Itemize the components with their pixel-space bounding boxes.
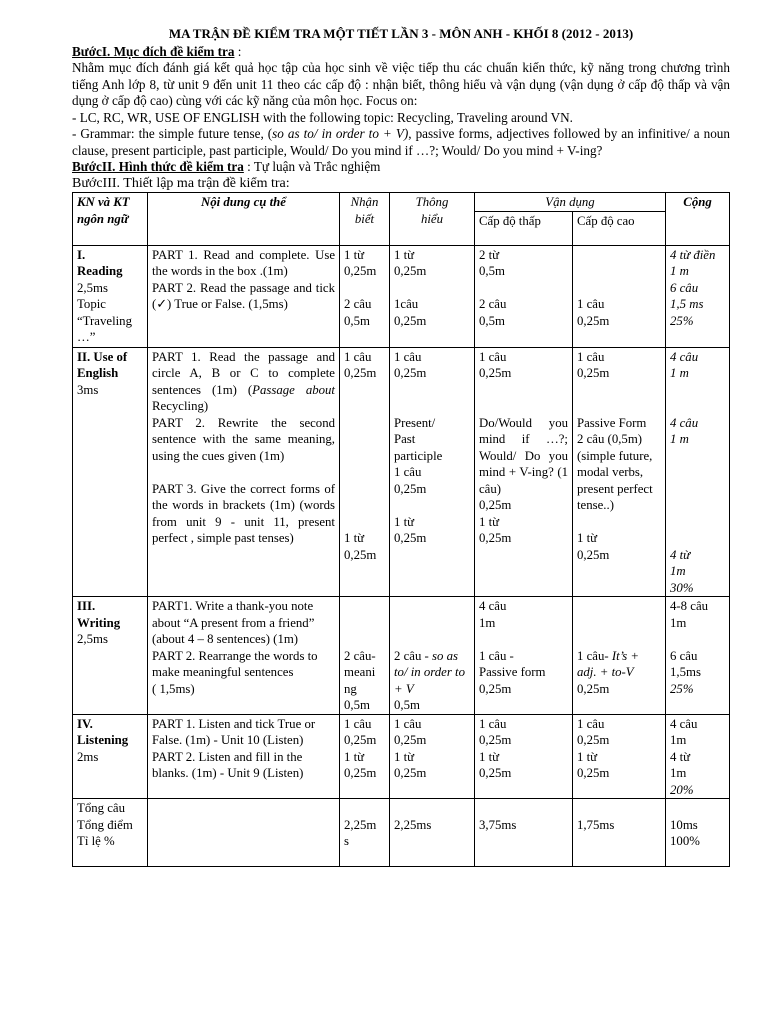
table-row-writing — [73, 597, 730, 715]
uoe-comprehension: 1 câu 0,25m Present/ Past participle 1 câu 0,25m 1 từ 0,25m — [390, 347, 475, 597]
writing-total — [666, 597, 730, 715]
summary-label: Tổng câu Tổng điểm Tỉ lệ % — [73, 799, 148, 867]
reading-comprehension: 1 từ 0,25m 1câu 0,25m — [390, 245, 475, 347]
writing-content: PART1. Write a thank-you note about “A present from a friend” (about 4 – 8 sentences) (1m) PART 2. Rearrange the words to make meaningful sentences ( 1,5ms) — [148, 597, 340, 715]
writing-comp-a: 2 câu - — [394, 648, 429, 663]
writing-recognition: 2 câu- meani ng 0,5m — [340, 597, 390, 715]
step1-section — [72, 44, 730, 160]
writing-high-a: 1 câu- — [577, 648, 609, 663]
table-row-summary — [73, 799, 730, 867]
document-title: MA TRẬN ĐỀ KIỂM TRA MỘT TIẾT LẦN 3 - MÔN ANH - KHỐI 8 (2012 - 2013) — [168, 26, 634, 41]
listening-comprehension: 1 câu 0,25m 1 từ 0,25m — [390, 714, 475, 799]
step1-heading: BướcI. Mục đích đề kiểm tra — [72, 43, 235, 59]
summary-high-level: 1,75ms — [573, 799, 666, 867]
uoe-part3: PART 3. Give the correct forms of the words in brackets (1m) (words from unit 9 - unit 11, present perfect , simple past tenses) — [152, 481, 335, 545]
writing-low-level: 4 câu 1m 1 câu - Passive form 0,25m — [475, 597, 573, 715]
header-total: Cộng — [666, 193, 730, 246]
step2-heading: BướcII. Hình thức đề kiểm tra — [72, 159, 244, 174]
listening-total-b: 20% — [670, 782, 694, 797]
step1-separator: : — [234, 43, 242, 59]
uoe-part1-c: Recycling) — [152, 399, 209, 413]
writing-comp-b: so as to/ in order to + V — [394, 648, 465, 696]
uoe-low-level — [475, 347, 573, 597]
uoe-part1-a: PART 1. Read the passage and circle A, B or C to complete sentences (1m) ( — [152, 349, 335, 397]
step3-heading: BướcIII. Thiết lập ma trận đề kiểm tra: — [72, 175, 290, 191]
summary-comprehension: 2,25ms — [390, 799, 475, 867]
table-row-listening — [73, 714, 730, 799]
header-skill: KN và KT ngôn ngữ — [73, 193, 148, 246]
uoe-skill-cell — [73, 347, 148, 597]
listening-low-level: 1 câu 0,25m 1 từ 0,25m — [475, 714, 573, 799]
step2-section — [72, 159, 730, 176]
writing-total-b: 25% — [670, 681, 694, 696]
uoe-part2: PART 2. Rewrite the second sentence with the same meaning, using the cues given (1m) — [152, 415, 335, 463]
listening-content: PART 1. Listen and tick True or False. (1m) - Unit 10 (Listen) PART 2. Listen and fill in the blanks. (1m) - Unit 9 (Listen) — [148, 714, 340, 799]
summary-total: 10ms 100% — [666, 799, 730, 867]
table-header-row — [73, 193, 730, 212]
writing-high-c: 0,25m — [577, 681, 610, 696]
listening-total — [666, 714, 730, 799]
summary-recognition: 2,25m s — [340, 799, 390, 867]
table-row-reading — [73, 245, 730, 347]
writing-skill-cell — [73, 597, 148, 715]
writing-comprehension — [390, 597, 475, 715]
listening-total-a: 4 câu 1m 4 từ 1m — [670, 716, 698, 780]
uoe-low-c: 0,25m 1 từ 0,25m — [479, 498, 512, 545]
reading-skill-cell — [73, 245, 148, 347]
writing-high-b: It’s + adj. + to-V — [577, 648, 640, 679]
focus-item-1: - LC, RC, WR, USE OF ENGLISH with the following topic: Recycling, Traveling around VN. — [72, 109, 573, 125]
uoe-recognition: 1 câu 0,25m 1 từ 0,25m — [340, 347, 390, 597]
reading-high-level: 1 câu 0,25m — [573, 245, 666, 347]
header-application: Vận dụng — [475, 193, 666, 212]
summary-low-level: 3,75ms — [475, 799, 573, 867]
header-high-level: Cấp độ cao — [573, 211, 666, 245]
uoe-content — [148, 347, 340, 597]
uoe-part1-b: Passage about — [252, 382, 335, 397]
listening-skill-cell — [73, 714, 148, 799]
listening-high-level: 1 câu 0,25m 1 từ 0,25m — [573, 714, 666, 799]
reading-content: PART 1. Read and complete. Use the words in the box .(1m) PART 2. Read the passage and tick (✓) True or False. (1,5ms) — [148, 245, 340, 347]
reading-skill-sub: 2,5ms Topic “Traveling …” — [77, 280, 132, 344]
reading-total: 4 từ điền 1 m 6 câu 1,5 ms 25% — [666, 245, 730, 347]
listening-recognition: 1 câu 0,25m 1 từ 0,25m — [340, 714, 390, 799]
reading-skill: I. Reading — [77, 247, 123, 278]
header-recognition: Nhận biết — [340, 193, 390, 246]
uoe-low-a: 1 câu 0,25m — [479, 349, 512, 380]
uoe-high-level: 1 câu 0,25m Passive Form 2 câu (0,5m) (simple future, modal verbs, present perfect tense..) 1 từ 0,25m — [573, 347, 666, 597]
listening-skill: IV. Listening — [77, 716, 129, 747]
uoe-skill: II. Use of English — [77, 349, 128, 380]
matrix-table — [72, 192, 730, 867]
document-page — [72, 26, 730, 867]
reading-low-level: 2 từ 0,5m 2 câu 0,5m — [475, 245, 573, 347]
step1-text: Nhằm mục đích đánh giá kết quả học tập của học sinh về việc tiếp thu các chuẩn kiến thức, kỹ năng trong chương trình tiếng Anh lớp 8, từ unit 9 đến unit 11 theo các cấp độ : nhận biết, thông hiểu và vận dụng (vận dụng ở cấp độ thấp và vận dụng ở cấp độ cao) cùng với các kỹ năng của môn học. Focus on: — [72, 60, 730, 108]
focus-item-2c: , passive forms, adjectives followed by an infinitive/ a noun clause, present participle, past participle, Would/ Do you mind if …?; Would/ Do you mind + V-ing? — [72, 126, 730, 158]
header-content: Nội dung cụ thể — [148, 193, 340, 246]
writing-skill-sub: 2,5ms — [77, 632, 108, 646]
writing-total-a: 4-8 câu 1m 6 câu 1,5ms — [670, 599, 709, 679]
reading-recognition: 1 từ 0,25m 2 câu 0,5m — [340, 245, 390, 347]
step2-text: : Tự luận và Trắc nghiệm — [243, 159, 381, 174]
writing-skill: III. Writing — [77, 599, 121, 630]
header-low-level: Cấp độ thấp — [475, 211, 573, 245]
uoe-low-b: Do/Would you mind if …?; Would/ Do you mind + V-ing? (1 câu) — [479, 415, 568, 496]
uoe-skill-sub: 3ms — [77, 382, 99, 397]
table-row-use-of-english — [73, 347, 730, 597]
header-comprehension: Thông hiểu — [390, 193, 475, 246]
summary-content-empty — [148, 799, 340, 867]
focus-item-2b: so as to/ in order to + V) — [272, 126, 409, 141]
writing-comp-c: 0,5m — [394, 698, 420, 712]
listening-skill-sub: 2ms — [77, 749, 99, 764]
writing-high-level — [573, 597, 666, 715]
focus-item-2a: - Grammar: the simple future tense, ( — [72, 126, 273, 141]
uoe-total: 4 câu 1 m 4 câu 1 m 4 từ 1m 30% — [666, 347, 730, 597]
